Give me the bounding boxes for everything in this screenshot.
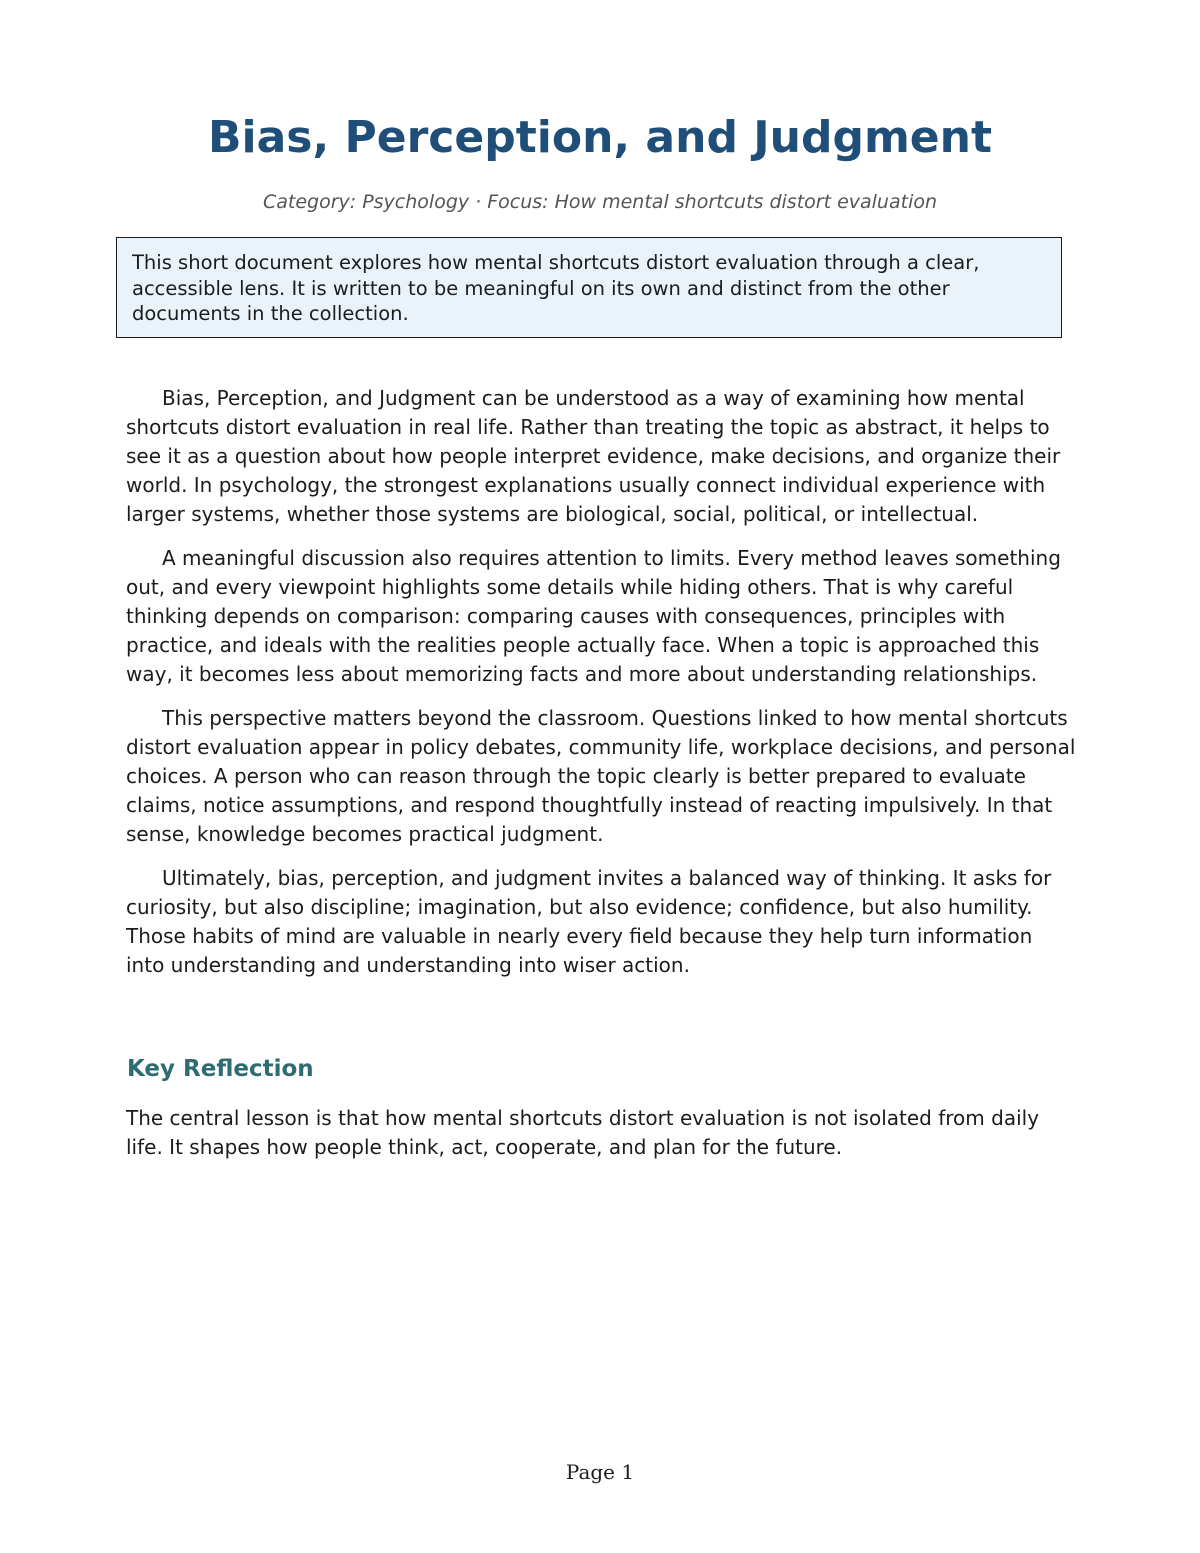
- summary-text: This short document explores how mental shortcuts distort evaluation through a clear, accessible lens. It is written to be meaningful on its own and distinct from the other documents in the collection.: [132, 251, 980, 325]
- page-number: Page 1: [565, 1460, 635, 1484]
- paragraph: A meaningful discussion also requires attention to limits. Every method leaves something out, and every viewpoint highlights some details while hiding others. That is why careful thinking depends on comparison: comparing causes with consequences, principles with practice, and ideals with the realities people actually face. When a topic is approached this way, it becomes less about memorizing facts and more about understanding relationships.: [126, 546, 1061, 686]
- document-title: Bias, Perception, and Judgment: [207, 112, 992, 163]
- document-subtitle: Category: Psychology · Focus: How mental shortcuts distort evaluation: [262, 191, 938, 213]
- paragraph: Bias, Perception, and Judgment can be understood as a way of examining how mental shortcuts distort evaluation in real life. Rather than treating the topic as abstract, it helps to see it as a question about how people interpret evidence, make decisions, and organize their world. In psychology, the strongest explanations usually connect individual experience with larger systems, whether those systems are biological, social, political, or intellectual.: [126, 386, 1061, 526]
- section-heading: Key Reflection: [127, 1056, 314, 1082]
- summary-box: [116, 237, 1062, 338]
- paragraph: Ultimately, bias, perception, and judgment invites a balanced way of thinking. It asks for curiosity, but also discipline; imagination, but also evidence; confidence, but also humility. Those habits of mind are valuable in nearly every field because they help turn information into understanding and understanding into wiser action.: [126, 866, 1052, 977]
- body-text: [126, 384, 1076, 995]
- reflection-paragraph: The central lesson is that how mental shortcuts distort evaluation is not isolated from daily life. It shapes how people think, act, cooperate, and plan for the future.: [126, 1106, 1040, 1159]
- paragraph: This perspective matters beyond the classroom. Questions linked to how mental shortcuts distort evaluation appear in policy debates, community life, workplace decisions, and personal choices. A person who can reason through the topic clearly is better prepared to evaluate claims, notice assumptions, and respond thoughtfully instead of reacting impulsively. In that sense, knowledge becomes practical judgment.: [126, 706, 1076, 846]
